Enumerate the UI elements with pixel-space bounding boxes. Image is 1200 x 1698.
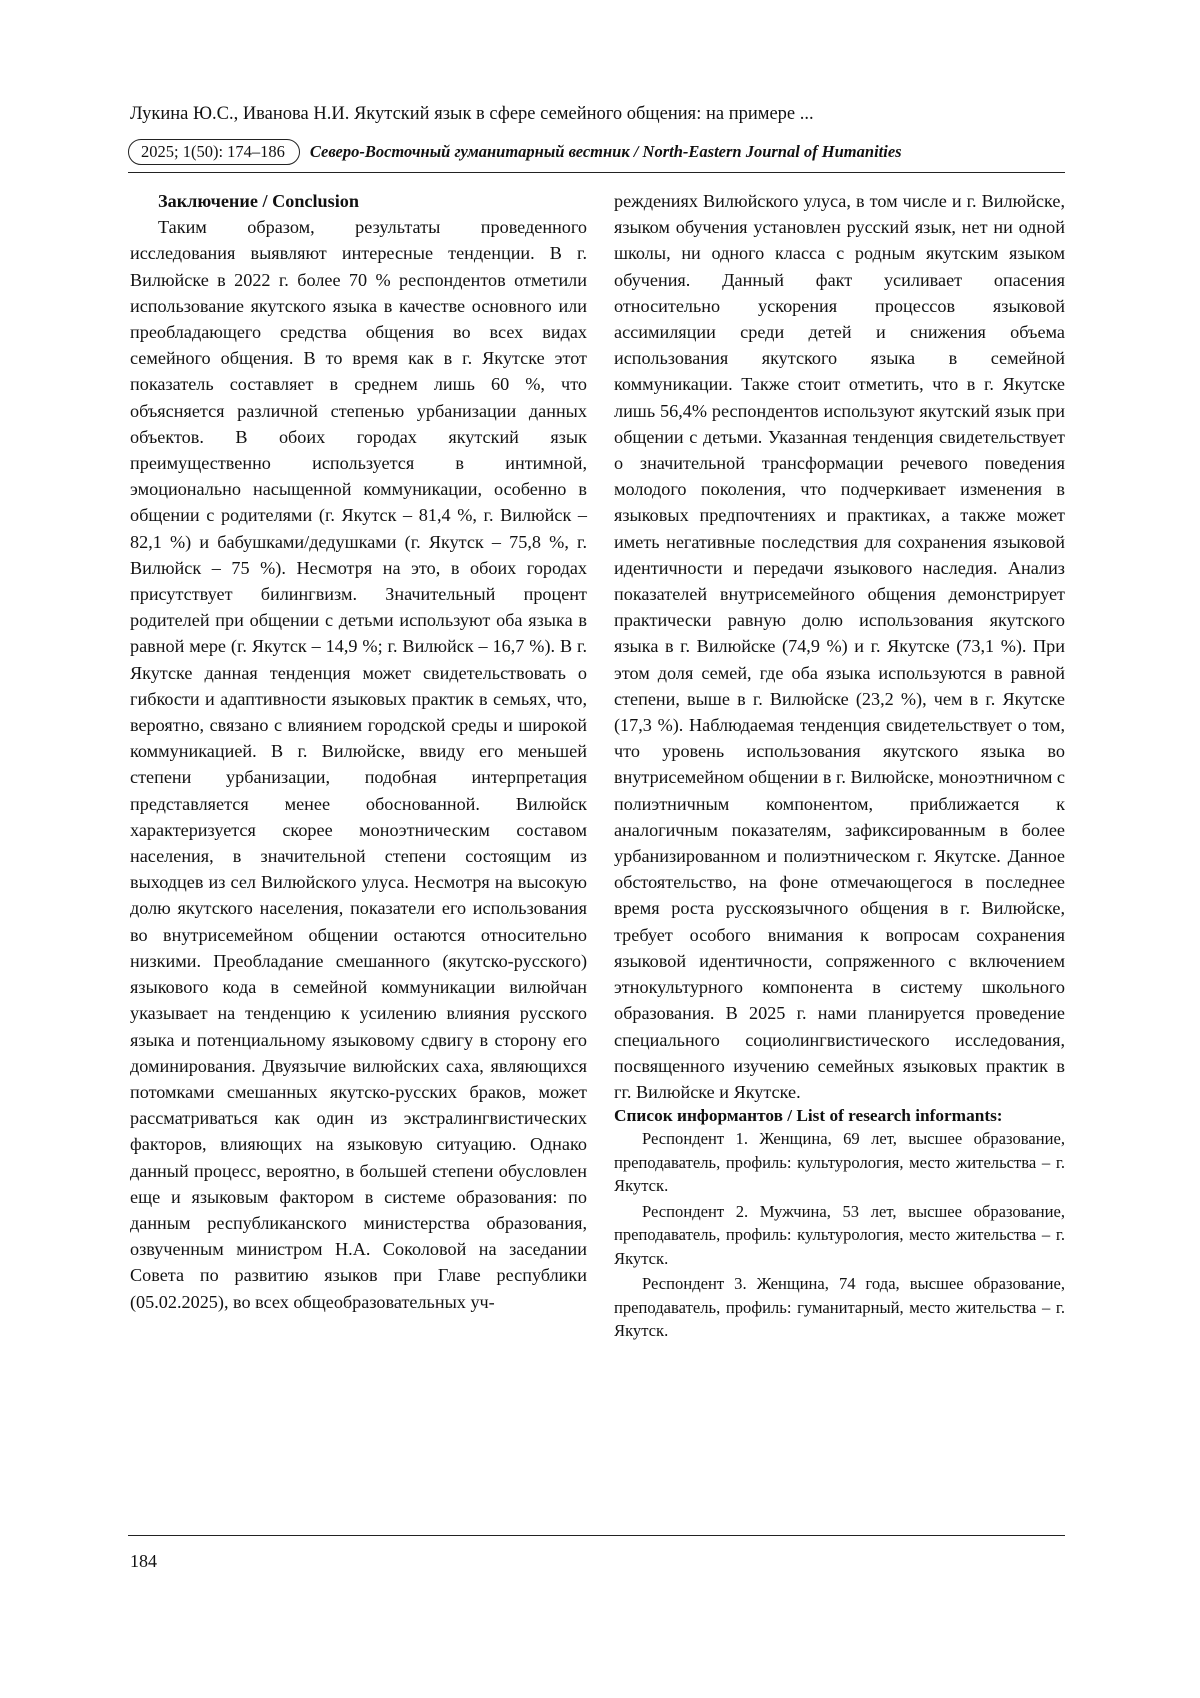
header-divider xyxy=(128,172,1065,173)
journal-title: Северо-Восточный гуманитарный вестник / North-Eastern Journal of Humanities xyxy=(309,142,902,161)
conclusion-paragraph-continued: реждениях Вилюйского улуса, в том числе и г. Вилюйске, языком обучения установлен русский язык, нет ни одной школы, ни одного класса с родным якутским языком обучения. Данный факт усиливает опасения относительно ускорения процессов языковой ассимиляции среди детей и снижения объема использования якутского языка в семейной коммуникации. Также стоит отметить, что в г. Якутске лишь 56,4% респондентов используют якутский язык при общении с детьми. Указанная тенденция свидетельствует о значительной трансформации речевого поведения молодого поколения, что подчеркивает изменения в языковых предпочтениях и практиках, а также может иметь негативные последствия для сохранения языковой идентичности и передачи языкового наследия. Анализ показателей внутрисемейного общения демонстрирует практически равную долю использования якутского языка в г. Вилюйске (74,9 %) и г. Якутске (73,1 %). При этом доля семей, где оба языка используются в равной степени, выше в г. Вилюйске (23,2 %), чем в г. Якутске (17,3 %). Наблюдаемая тенденция свидетельствует о том, что уровень использования якутского языка во внутрисемейном общении в г. Вилюйске, моноэтничном с полиэтничным компонентом, приближается к аналогичным показателям, зафиксированным в более урбанизированном и полиэтническом г. Якутске. Данное обстоятельство, на фоне отмечающегося в последнее время роста русскоязычного общения в г. Вилюйске, требует особого внимания к вопросам сохранения языковой идентичности, сопряженного с включением этнокультурного компонента в систему школьного образования. В 2025 г. нами планируется проведение специального социолингвистического исследования, посвященного изучению семейных языковых практик в гг. Вилюйске и Якутске. xyxy=(614,191,1065,1102)
left-column xyxy=(130,188,587,1315)
respondent-entry: Респондент 1. Женщина, 69 лет, высшее образование, преподаватель, профиль: культурология, место жительства – г. Якутск. xyxy=(614,1129,1065,1196)
conclusion-paragraph: Таким образом, результаты проведенного исследования выявляют интересные тенденции. В г. Вилюйске в 2022 г. более 70 % респондентов отметили использование якутского языка в качестве основного или преобладающего средства общения во всех видах семейного общения. В то время как в г. Якутске этот показатель составляет в среднем лишь 60 %, что объясняется различной степенью урбанизации данных объектов. В обоих городах якутский язык преимущественно используется в интимной, эмоционально насыщенной коммуникации, особенно в общении с родителями (г. Якутск – 81,4 %, г. Вилюйск – 82,1 %) и бабушками/дедушками (г. Якутск – 75,8 %, г. Вилюйск – 75 %). Несмотря на это, в обоих городах присутствует билингвизм. Значительный процент родителей при общении с детьми используют оба языка в равной мере (г. Якутск – 14,9 %; г. Вилюйск – 16,7 %). В г. Якутске данная тенденция может свидетельствовать о гибкости и адаптивности языковых практик в семьях, что, вероятно, связано с влиянием городской среды и широкой коммуникацией. В г. Вилюйске, ввиду его меньшей степени урбанизации, подобная интерпретация представляется менее обоснованной. Вилюйск характеризуется скорее моноэтническим составом населения, в значительной степени состоящим из выходцев из сел Вилюйского улуса. Несмотря на высокую долю якутского населения, показатели его использования во внутрисемейном общении остаются относительно низкими. Преобладание смешанного (якутско-русского) языкового кода в семейной коммуникации вилюйчан указывает на тенденцию к усилению влияния русского языка и потенциальному языковому сдвигу в сторону его доминирования. Двуязычие вилюйских саха, являющихся потомками смешанных якутско-русских браков, может рассматриваться как один из экстралингвистических факторов, влияющих на языковую ситуацию. Однако данный процесс, вероятно, в большей степени обусловлен еще и языковым фактором в системе образования: по данным республиканского министерства образования, озвученным министром Н.А. Соколовой на заседании Совета по развитию языков при Главе республики (05.02.2025), во всех общеобразовательных уч- xyxy=(130,217,587,1312)
respondent-entry: Респондент 2. Мужчина, 53 лет, высшее образование, преподаватель, профиль: культурология, место жительства – г. Якутск. xyxy=(614,1201,1065,1268)
page-number: 184 xyxy=(130,1551,157,1571)
running-header-journal-row xyxy=(128,137,1064,167)
footer-divider xyxy=(128,1535,1065,1536)
running-header-authors: Лукина Ю.С., Иванова Н.И. Якутский язык в сфере семейного общения: на примере ... xyxy=(130,104,814,124)
right-column xyxy=(614,188,1065,1345)
issue-badge: 2025; 1(50): 174–186 xyxy=(128,139,300,165)
respondent-entry: Респондент 3. Женщина, 74 года, высшее образование, преподаватель, профиль: гуманитарный, место жительства – г. Якутск. xyxy=(614,1274,1065,1341)
section-heading: Заключение / Conclusion xyxy=(158,191,360,211)
informants-list-heading: Список информантов / List of research informants: xyxy=(614,1106,1003,1126)
